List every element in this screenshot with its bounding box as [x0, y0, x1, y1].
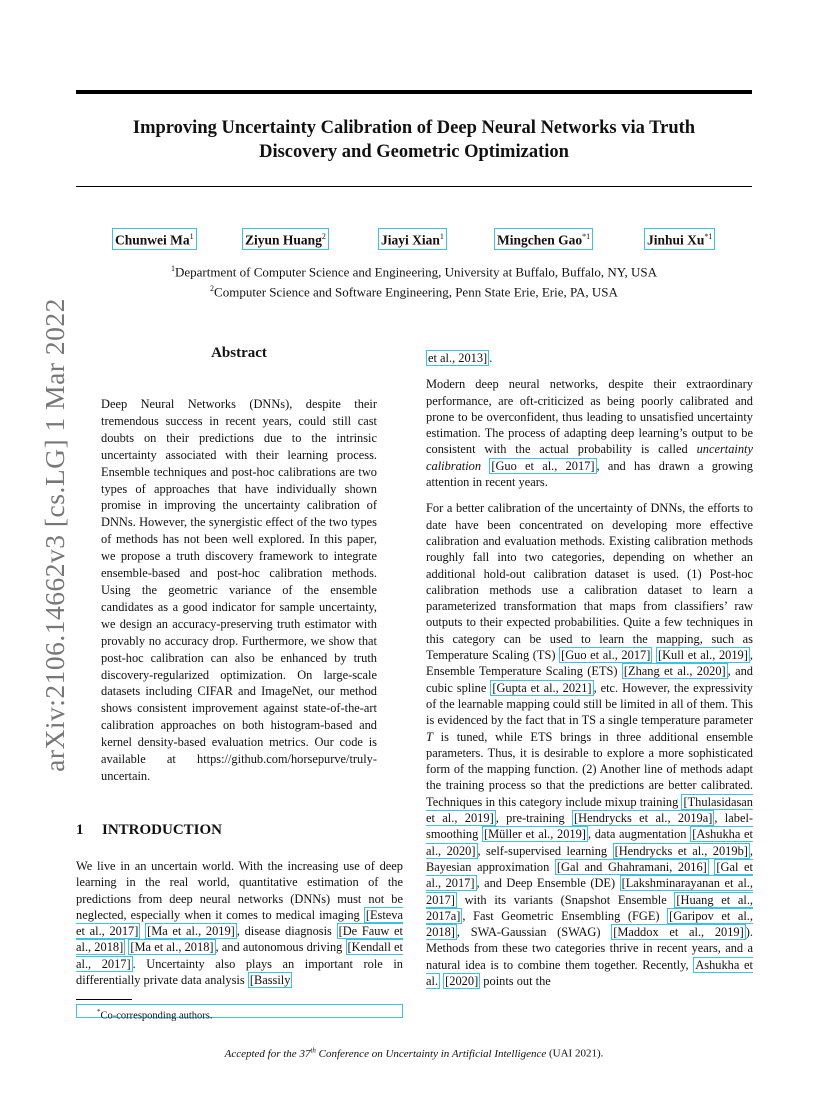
citation-link[interactable]: et al., 2013] [428, 351, 488, 365]
affiliations [76, 260, 752, 301]
citation-link[interactable]: [Ashukha et al., 2020] [426, 827, 753, 858]
section-heading [76, 822, 406, 839]
citation-link[interactable]: [Lakshminarayanan et al., 2017] [426, 876, 753, 907]
text-run: , self-supervised learning [477, 843, 613, 858]
citation-link[interactable]: [Kendall et al., 2017] [76, 940, 403, 971]
citation-link[interactable]: [Esteva et al., 2017] [76, 907, 403, 939]
text-run: , disease diagnosis [236, 924, 337, 939]
citation-link[interactable]: [Maddox et al., 2019] [613, 925, 744, 940]
text-run: , Ensemble Temperature Scaling (ETS) [426, 648, 753, 679]
citation-link[interactable]: [Huang et al., 2017a] [426, 892, 754, 923]
text-run: . Uncertainty also plays an important role in differentially private data analysis [76, 956, 403, 988]
text-run: is tuned, while ETS brings in three additional ensemble parameters. Thus, it is desirable to explore a more sophisticated form of the mapping function. (2) Another line of methods adapt the training process so that the predictions are better calibrated. Techniques in this category include mixup training [426, 729, 753, 809]
section-title: INTRODUCTION [102, 822, 223, 838]
citation-link[interactable]: [Zhang et al., 2020] [623, 664, 726, 679]
text-run: . [489, 351, 493, 365]
citation-link[interactable]: Ashukha et al. [426, 957, 753, 988]
title-line-2: Discovery and Geometric Optimization [259, 142, 569, 162]
footnote-rule [76, 999, 132, 1000]
affiliation-2 [76, 280, 752, 300]
title-rule [76, 186, 752, 187]
affiliation-1 [76, 260, 752, 280]
text-run: We live in an uncertain world. With the increasing use of deep learning in the real world, quantitative estimation of the predictions from deep neural networks (DNNs) must not be neglected, especially when it comes to medical imaging [76, 859, 403, 922]
citation-link[interactable]: [Garipov et al., 2018] [426, 908, 753, 940]
text-run: , and has drawn a growing attention in recent years. [426, 458, 753, 490]
arxiv-stamp: arXiv:2106.14662v3 [cs.LG] 1 Mar 2022 [39, 298, 70, 772]
author-mark: 1 [189, 232, 194, 241]
text-run: , and autonomous driving [215, 940, 346, 955]
author-link[interactable] [112, 228, 197, 250]
footnote-mark: * [97, 1008, 101, 1016]
text-run: Modern deep neural networks, despite their extraordinary performance, are oft-criticized as being poorly calibrated and prone to be overconfident, thus leading to unsatisfied uncertainty estimation. The process of adapting deep learning’s output to be consistent with the actual probability is called [426, 377, 753, 457]
citation-link[interactable]: [Gal et al., 2017] [426, 859, 753, 891]
footnote-link[interactable] [76, 1004, 403, 1022]
text-run: For a better calibration of the uncertainty of DNNs, the efforts to date have been concentrated on developing more effective calibration and evaluation methods. Existing calibration methods roughly fall into two categories, depending on whether an additional hold-out calibration dataset is used. (1) Post-hoc calibration methods use a calibration dataset to learn a parameterized transformation that maps from classifiers’ raw outputs to their expected probabilities. Quite a few techniques in this category can be used to learn the mapping, such as Temperature Scaling (TS) [426, 501, 753, 663]
abstract-text: Deep Neural Networks (DNNs), despite their tremendous success in recent years, could still cast doubts on their predictions due to the intrinsic uncertainty associated with their learning process. Ensemble techniques and post-hoc calibrations are two types of approaches that have individually shown promise in improving the uncertainty calibration of DNNs. However, the synergistic effect of the two types of methods has not been well explored. In this paper, we propose a truth discovery framework to integrate ensemble-based and post-hoc calibration methods. Using the geometric variance of the ensemble candidates as a good indicator for sample uncertainty, we design an accuracy-preserving truth estimator with provably no accuracy drop. Furthermore, we show that post-hoc calibration can also be enhanced by truth discovery-regularized optimization. On large-scale datasets including CIFAR and ImageNet, our method shows consistent improvement against state-of-the-art calibration approaches on both histogram-based and kernel density-based evaluation metrics. Our code is available at https://github.com/horsepurve/truly-uncertain. [101, 397, 377, 783]
abstract-heading: Abstract [211, 345, 267, 361]
continued-line [426, 350, 753, 366]
author-mark: 1 [439, 232, 444, 241]
text-run: Conference on Uncertainty in Artificial Intelligence [315, 1047, 547, 1060]
text-run: with its variants (Snapshot Ensemble [456, 892, 675, 907]
author-mark: 2 [321, 232, 326, 241]
text-run: , Fast Geometric Ensembling (FGE) [462, 908, 668, 923]
affiliation-text: Computer Science and Software Engineering, Penn State Erie, Erie, PA, USA [214, 284, 618, 300]
paragraph-calibration [426, 376, 753, 490]
citation-link[interactable]: [Bassily [249, 973, 291, 988]
text-run: , etc. However, the expressivity of the learnable mapping could still be limited in all of them. This is evidenced by the fact that in TS a single temperature parameter [426, 680, 754, 728]
text-run: , SWA-Gaussian (SWAG) [456, 925, 612, 940]
text-run: , data augmentation [587, 827, 691, 842]
text-run: , Bayesian approximation [426, 843, 754, 874]
author-link[interactable] [242, 228, 329, 250]
author-name: Mingchen Gao [497, 232, 583, 248]
citation-link[interactable]: [Hendrycks et al., 2019b] [614, 843, 748, 858]
paragraph-methods [426, 500, 753, 989]
author-name: Ziyun Huang [245, 232, 322, 248]
conference-tail: (UAI 2021). [546, 1047, 604, 1060]
text-run: , pre-training [495, 811, 572, 826]
author-mark: *1 [704, 232, 713, 241]
author-name: Chunwei Ma [115, 232, 190, 248]
affiliation-mark: 2 [210, 284, 215, 294]
text-run: , label-smoothing [426, 811, 754, 842]
citation-link[interactable]: [Kull et al., 2019] [657, 648, 748, 663]
emphasis-term: uncertainty calibration [426, 442, 753, 473]
text-run: points out the [480, 973, 551, 988]
top-rule [76, 90, 752, 94]
paper-title [76, 116, 752, 164]
ordinal-sup: th [310, 1046, 316, 1054]
citation-link[interactable]: [Ma et al., 2019] [147, 924, 235, 939]
author-list [76, 228, 752, 248]
footnote-text: Co-corresponding authors. [100, 1010, 213, 1022]
citation-link[interactable]: [Gupta et al., 2021] [492, 680, 592, 695]
affiliation-text: Department of Computer Science and Engineering, University at Buffalo, Buffalo, NY, USA [175, 264, 657, 280]
author-link[interactable] [378, 228, 447, 250]
section-number: 1 [76, 822, 84, 838]
author-name: Jiayi Xian [381, 232, 440, 248]
citation-link[interactable]: [Guo et al., 2017] [491, 458, 595, 473]
citation-link[interactable]: [Müller et al., 2019] [484, 827, 586, 842]
conference-name [225, 1048, 547, 1060]
affiliation-mark: 1 [171, 264, 175, 273]
citation-link[interactable]: [Hendrycks et al., 2019a] [574, 811, 713, 826]
citation-link[interactable]: [Gal and Ghahramani, 2016] [556, 859, 707, 874]
title-line-1: Improving Uncertainty Calibration of Deep Neural Networks via Truth [132, 118, 696, 138]
conference-note [76, 1046, 752, 1060]
citation-link[interactable]: [De Fauw et al., 2018] [76, 924, 403, 955]
citation-link[interactable]: [Thulasidasan et al., 2019] [426, 794, 753, 826]
text-run: ). Methods from these two categories thrive in recent years, and a natural idea is to combine them together. Recently, [426, 925, 753, 972]
math-symbol: T [426, 729, 433, 744]
text-run: Accepted for the 37 [224, 1047, 311, 1060]
author-link[interactable] [494, 228, 593, 250]
author-name: Jinhui Xu [647, 232, 705, 248]
citation-link[interactable]: [Ma et al., 2018] [130, 940, 214, 955]
author-link[interactable] [644, 228, 715, 250]
author-mark: *1 [582, 232, 591, 241]
right-column [426, 350, 753, 999]
text-run: , and cubic spline [426, 664, 753, 695]
citation-link[interactable]: [Guo et al., 2017] [561, 648, 651, 663]
text-run: , and Deep Ensemble (DE) [476, 876, 620, 891]
citation-link[interactable]: [2020] [445, 973, 479, 988]
intro-paragraph [76, 858, 403, 988]
